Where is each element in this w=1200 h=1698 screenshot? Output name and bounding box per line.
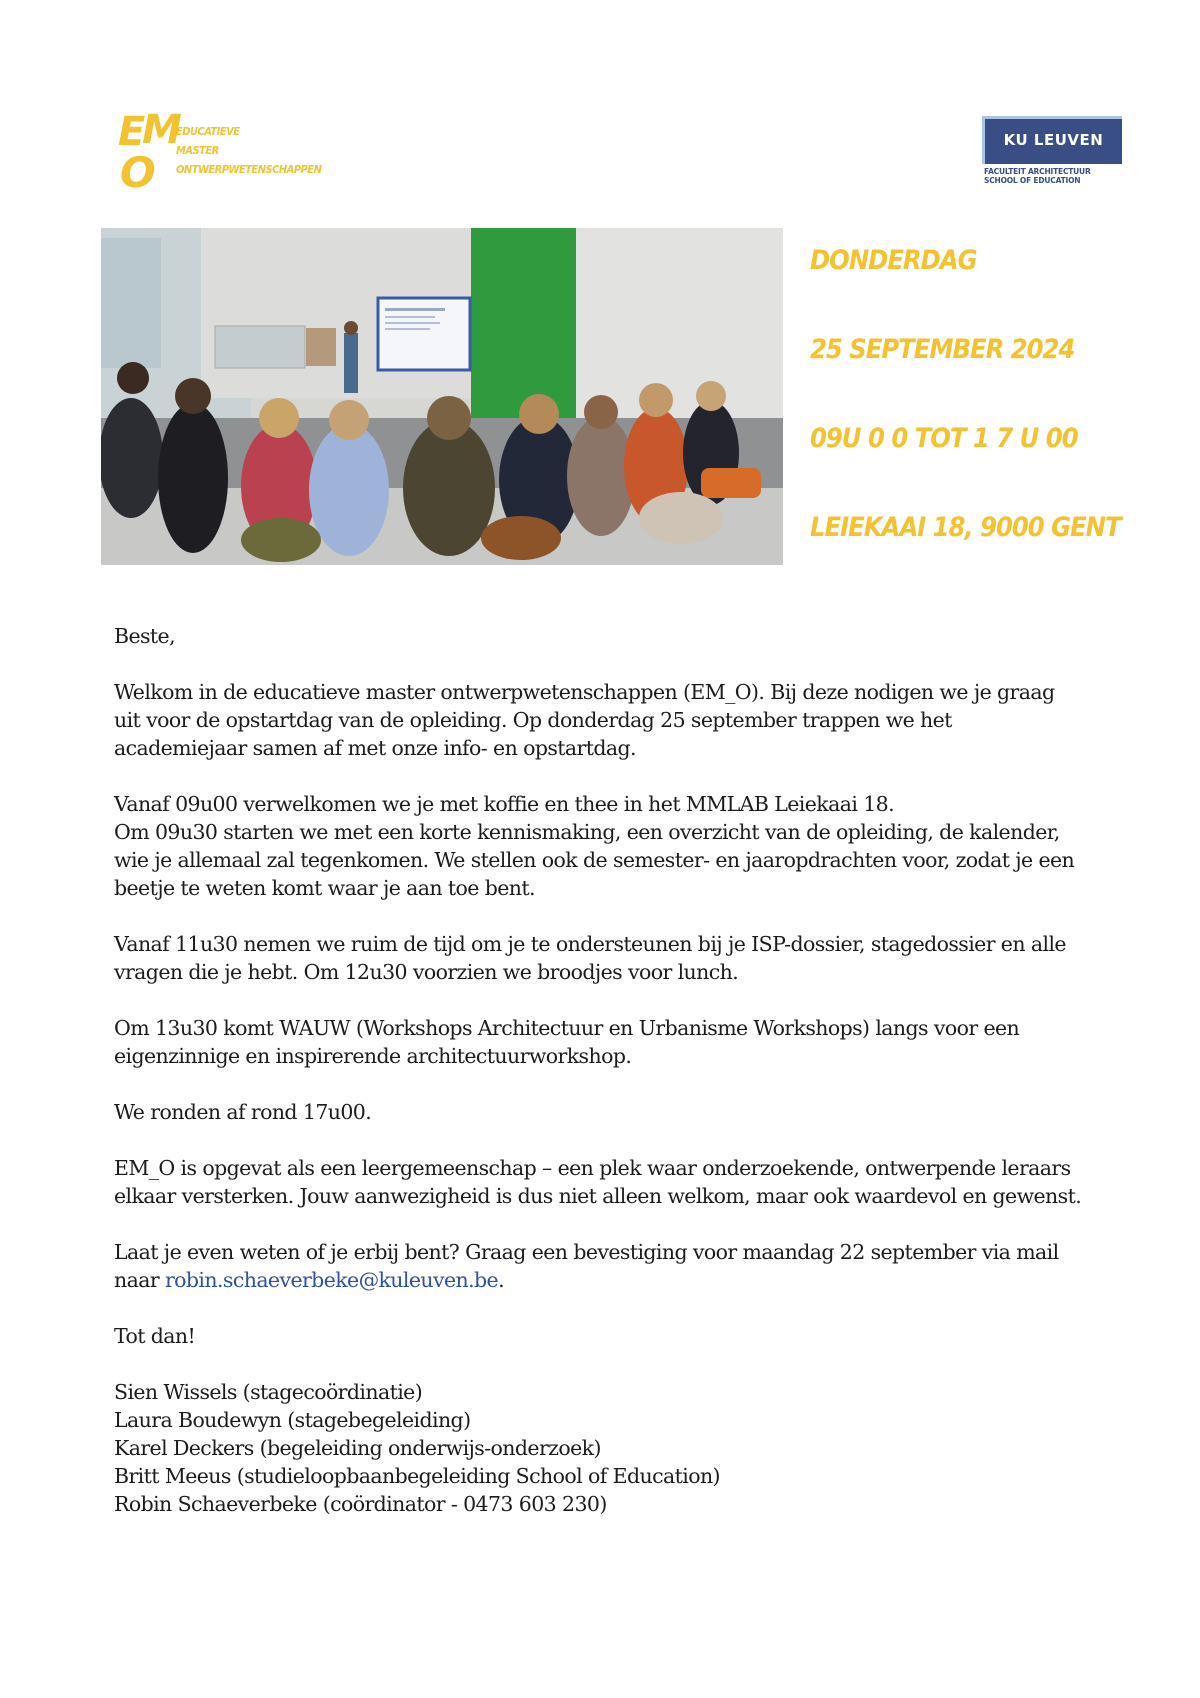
rsvp-text: Laat je even weten of je erbij bent? Graag een bevestiging voor maandag 22 september via mail naar <box>114 1240 1059 1292</box>
emo-logo-word: EDUCATIEVE <box>176 125 240 138</box>
event-time: 09U 0 0 TOT 1 7 U 00 <box>810 423 1078 454</box>
ku-leuven-logo-box <box>982 116 1122 164</box>
letter-paragraph-rsvp <box>114 1238 1084 1294</box>
letter-paragraph-schedule <box>114 790 1084 902</box>
signer: Robin Schaeverbeke (coördinator - 0473 603 230) <box>114 1492 607 1516</box>
emo-logo-word: MASTER <box>176 144 219 157</box>
letter-paragraph-welcome: Welkom in de educatieve master ontwerpwetenschappen (EM_O). Bij deze nodigen we je graag uit voor de opstartdag van de opleiding. Op donderdag 25 september trappen we het academiejaar samen af met onze info- en opstartdag. <box>114 680 1055 760</box>
event-day: DONDERDAG <box>810 245 977 276</box>
emo-logo-word: ONTWERPWETENSCHAPPEN <box>176 163 322 176</box>
ku-leuven-faculty: FACULTEIT ARCHITECTUUR <box>984 167 1091 176</box>
event-location: LEIEKAAI 18, 9000 GENT <box>810 512 1121 543</box>
letter-paragraph-support: Vanaf 11u30 nemen we ruim de tijd om je te ondersteunen bij je ISP-dossier, stagedossier en alle vragen die je hebt. Om 12u30 voorzien we broodjes voor lunch. <box>114 932 1066 984</box>
ku-leuven-logo <box>980 114 1126 192</box>
group-session-photo <box>101 228 783 565</box>
letter-paragraph-workshop: Om 13u30 komt WAUW (Workshops Architectuur en Urbanisme Workshops) langs voor een eigenzinnige en inspirerende architectuurworkshop. <box>114 1016 1020 1068</box>
emo-logo-letter-o: O <box>120 148 156 197</box>
ku-leuven-name: KU LEUVEN <box>1003 131 1104 149</box>
rsvp-end: . <box>498 1268 505 1292</box>
letter-schedule-arrival: Vanaf 09u00 verwelkomen we je met koffie en thee in het MMLAB Leiekaai 18. <box>114 792 895 816</box>
emo-logo <box>116 107 356 200</box>
letter-closing: Tot dan! <box>114 1324 196 1348</box>
signers-list <box>114 1378 1084 1518</box>
event-date: 25 SEPTEMBER 2024 <box>810 334 1075 365</box>
emo-logo-letter-e: E <box>118 109 143 155</box>
letter-greeting: Beste, <box>114 624 176 648</box>
signer: Laura Boudewyn (stagebegeleiding) <box>114 1408 471 1432</box>
emo-logo-mark <box>116 107 182 200</box>
signer: Sien Wissels (stagecoördinatie) <box>114 1380 423 1404</box>
letter-paragraph-end: We ronden af rond 17u00. <box>114 1100 372 1124</box>
emo-logo-letter-m: M <box>142 107 182 153</box>
letter-body <box>114 622 1084 1518</box>
letter-paragraph-community: EM_O is opgevat als een leergemeenschap – een plek waar onderzoekende, ontwerpende leraars elkaar versterken. Jouw aanwezigheid is dus niet alleen welkom, maar ook waardevol en gewenst. <box>114 1156 1082 1208</box>
signer: Britt Meeus (studieloopbaanbegeleiding School of Education) <box>114 1464 720 1488</box>
ku-leuven-school: SCHOOL OF EDUCATION <box>984 176 1081 185</box>
rsvp-email-link[interactable]: robin.schaeverbeke@kuleuven.be <box>164 1268 499 1292</box>
emo-logo-wordmark <box>176 122 321 179</box>
letter-schedule-intro: Om 09u30 starten we met een korte kennismaking, een overzicht van de opleiding, de kalender, wie je allemaal zal tegenkomen. We stellen ook de semester- en jaaropdrachten voor, zodat je een beetje te weten komt waar je aan toe bent. <box>114 820 1075 900</box>
signer: Karel Deckers (begeleiding onderwijs-onderzoek) <box>114 1436 601 1460</box>
